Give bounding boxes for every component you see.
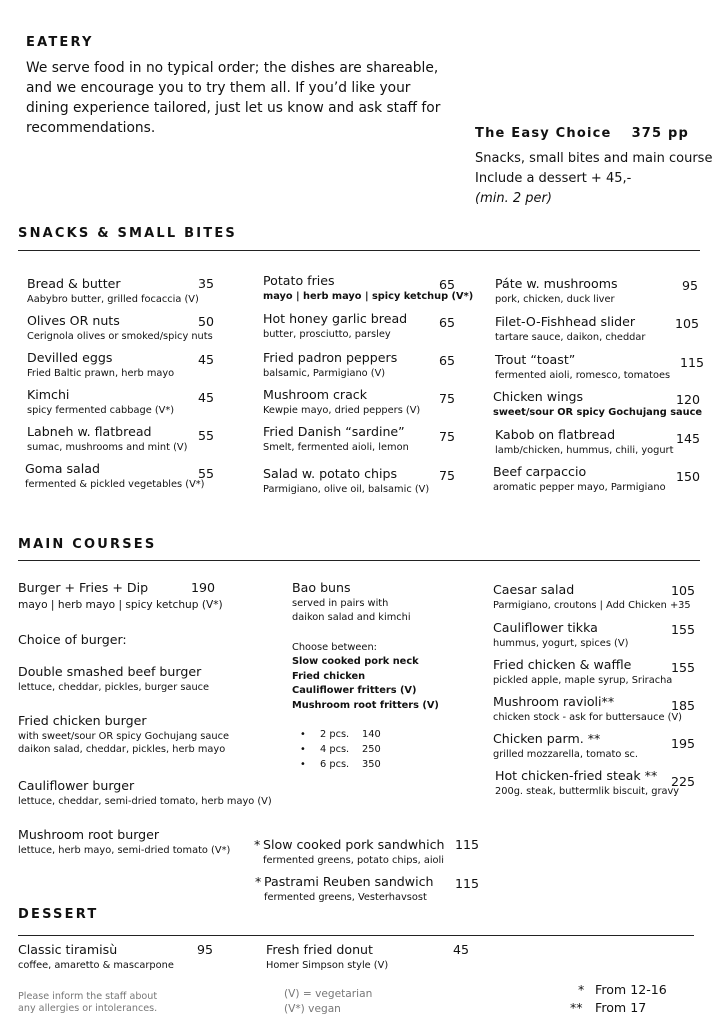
menu-item: Mushroom ravioli** chicken stock - ask for buttersauce (V)	[493, 694, 682, 723]
menu-item: Chicken parm. ** grilled mozzarella, tomato sc.	[493, 731, 639, 760]
snacks-divider	[18, 250, 700, 251]
dessert-heading: DESSERT	[18, 907, 99, 922]
bao-size-qty: 6 pcs.	[320, 759, 350, 770]
menu-item: Filet-O-Fishhead slider tartare sauce, daikon, cheddar	[495, 314, 646, 343]
item-price: 35	[198, 276, 215, 291]
menu-item: Olives OR nuts Cerignola olives or smoked/spicy nuts	[27, 313, 213, 342]
menu-item: Caesar salad Parmigiano, croutons | Add Chicken +35	[493, 582, 691, 611]
vegan-legend: (V*) vegan	[284, 1003, 341, 1015]
eatery-intro: We serve food in no typical order; the dishes are shareable, and we encourage you to try them all. If you’d like your dining experience tailored, just let us know and ask staff for recommendations.	[26, 60, 441, 136]
item-price: 115	[680, 355, 705, 370]
burger-option: Mushroom root burger lettuce, herb mayo, semi-dried tomato (V*)	[18, 827, 231, 856]
menu-item: Potato fries mayo | herb mayo | spicy ketchup (V*)	[263, 273, 474, 302]
item-price: 45	[453, 942, 470, 957]
menu-item: Trout “toast” fermented aioli, romesco, tomatoes	[495, 352, 671, 381]
mains-divider	[18, 560, 700, 561]
bao-choose-label: Choose between:	[292, 642, 377, 653]
easy-choice-box	[475, 124, 715, 209]
time-note-2: From 17	[595, 1000, 647, 1015]
bullet-icon: •	[300, 744, 306, 755]
menu-item: Labneh w. flatbread sumac, mushrooms and mint (V)	[27, 424, 188, 453]
dessert-divider	[18, 935, 694, 936]
item-price: 150	[676, 469, 701, 484]
bao-size-price: 250	[362, 744, 381, 755]
item-price: 55	[198, 428, 215, 443]
menu-item: Kimchi spicy fermented cabbage (V*)	[27, 387, 175, 416]
menu-item: Páte w. mushrooms pork, chicken, duck liver	[495, 276, 618, 305]
bao-desc-1: served in pairs with	[292, 598, 389, 609]
item-price: 145	[676, 431, 701, 446]
item-price: 45	[198, 352, 215, 367]
item-price: 65	[439, 315, 456, 330]
double-asterisk-mark: **	[570, 1000, 583, 1015]
bao-size-qty: 2 pcs.	[320, 729, 350, 740]
bao-option: Cauliflower fritters (V)	[292, 685, 417, 696]
menu-item: Beef carpaccio aromatic pepper mayo, Parmigiano	[493, 464, 666, 493]
burger-combo-price: 190	[191, 580, 216, 595]
item-price: 75	[439, 468, 456, 483]
burger-choice-label: Choice of burger:	[18, 632, 127, 647]
menu-item: Hot chicken-fried steak ** 200g. steak, buttermlik biscuit, gravy	[495, 768, 680, 797]
item-price: 105	[675, 316, 700, 331]
item-price: 155	[671, 622, 696, 637]
easy-choice-line3: (min. 2 per)	[475, 191, 552, 206]
menu-item: Fried Danish “sardine” Smelt, fermented aioli, lemon	[263, 424, 409, 453]
sandwich-item: Slow cooked pork sandwhich fermented greens, potato chips, aioli	[263, 837, 445, 866]
bao-desc-2: daikon salad and kimchi	[292, 612, 411, 623]
bao-size-price: 350	[362, 759, 381, 770]
menu-item: Hot honey garlic bread butter, prosciutto, parsley	[263, 311, 408, 340]
easy-choice-line1: Snacks, small bites and main course	[475, 151, 713, 166]
burger-option: Cauliflower burger lettuce, cheddar, semi-dried tomato, herb mayo (V)	[18, 778, 272, 807]
eatery-title: EATERY	[26, 35, 94, 50]
dessert-item: Fresh fried donut Homer Simpson style (V)	[266, 942, 389, 971]
item-price: 65	[439, 277, 456, 292]
sandwich-item: Pastrami Reuben sandwich fermented greens, Vesterhavsost	[264, 874, 434, 903]
bao-name: Bao buns	[292, 580, 351, 595]
bullet-icon: •	[300, 729, 306, 740]
asterisk-mark: *	[255, 874, 262, 889]
bao-option: Mushroom root fritters (V)	[292, 700, 439, 711]
item-price: 45	[198, 390, 215, 405]
dessert-item: Classic tiramisù coffee, amaretto & mascarpone	[18, 942, 174, 971]
asterisk-mark: *	[254, 837, 261, 852]
asterisk-mark: *	[578, 982, 585, 997]
easy-choice-price: 375 pp	[631, 126, 690, 141]
burger-option: Fried chicken burger with sweet/sour OR spicy Gochujang sauce daikon salad, cheddar, pickles, herb mayo	[18, 713, 230, 755]
menu-item: Chicken wings sweet/sour OR spicy Gochujang sauce	[493, 389, 703, 418]
menu-item: Bread & butter Aabybro butter, grilled focaccia (V)	[27, 276, 199, 305]
allergy-note-2: any allergies or intolerances.	[18, 1003, 158, 1014]
mains-heading: MAIN COURSES	[18, 537, 157, 552]
menu-item: Goma salad fermented & pickled vegetables (V*)	[25, 461, 205, 490]
bullet-icon: •	[300, 759, 306, 770]
allergy-note-1: Please inform the staff about	[18, 991, 158, 1002]
time-note-1: From 12-16	[595, 982, 667, 997]
menu-item: Fried chicken & waffle pickled apple, maple syrup, Sriracha	[493, 657, 673, 686]
bao-size-qty: 4 pcs.	[320, 744, 350, 755]
item-price: 115	[455, 876, 480, 891]
item-price: 195	[671, 736, 696, 751]
bao-option: Fried chicken	[292, 671, 366, 682]
easy-choice-title: The Easy Choice	[475, 126, 612, 141]
menu-item: Cauliflower tikka hummus, yogurt, spices (V)	[493, 620, 629, 649]
item-price: 185	[671, 698, 696, 713]
item-price: 55	[198, 466, 215, 481]
bao-size-price: 140	[362, 729, 381, 740]
burger-combo-name: Burger + Fries + Dip	[18, 580, 149, 595]
menu-item: Devilled eggs Fried Baltic prawn, herb mayo	[27, 350, 175, 379]
burger-option: Double smashed beef burger lettuce, cheddar, pickles, burger sauce	[18, 664, 210, 693]
easy-choice-line2: Include a dessert + 45,-	[475, 171, 632, 186]
menu-item: Fried padron peppers balsamic, Parmigiano (V)	[263, 350, 398, 379]
item-price: 95	[682, 278, 699, 293]
bao-option: Slow cooked pork neck	[292, 656, 419, 667]
menu-item: Kabob on flatbread lamb/chicken, hummus, chili, yogurt	[495, 427, 674, 456]
burger-combo-desc: mayo | herb mayo | spicy ketchup (V*)	[18, 599, 223, 611]
item-price: 115	[455, 837, 480, 852]
item-price: 95	[197, 942, 214, 957]
menu-item: Salad w. potato chips Parmigiano, olive oil, balsamic (V)	[263, 466, 430, 495]
item-price: 75	[439, 391, 456, 406]
item-price: 225	[671, 774, 696, 789]
item-price: 65	[439, 353, 456, 368]
item-price: 155	[671, 660, 696, 675]
item-price: 120	[676, 392, 701, 407]
item-price: 105	[671, 583, 696, 598]
vegetarian-legend: (V) = vegetarian	[284, 988, 373, 1000]
menu-item: Mushroom crack Kewpie mayo, dried peppers (V)	[263, 387, 421, 416]
snacks-heading: SNACKS & SMALL BITES	[18, 226, 237, 241]
item-price: 75	[439, 429, 456, 444]
item-price: 50	[198, 314, 215, 329]
